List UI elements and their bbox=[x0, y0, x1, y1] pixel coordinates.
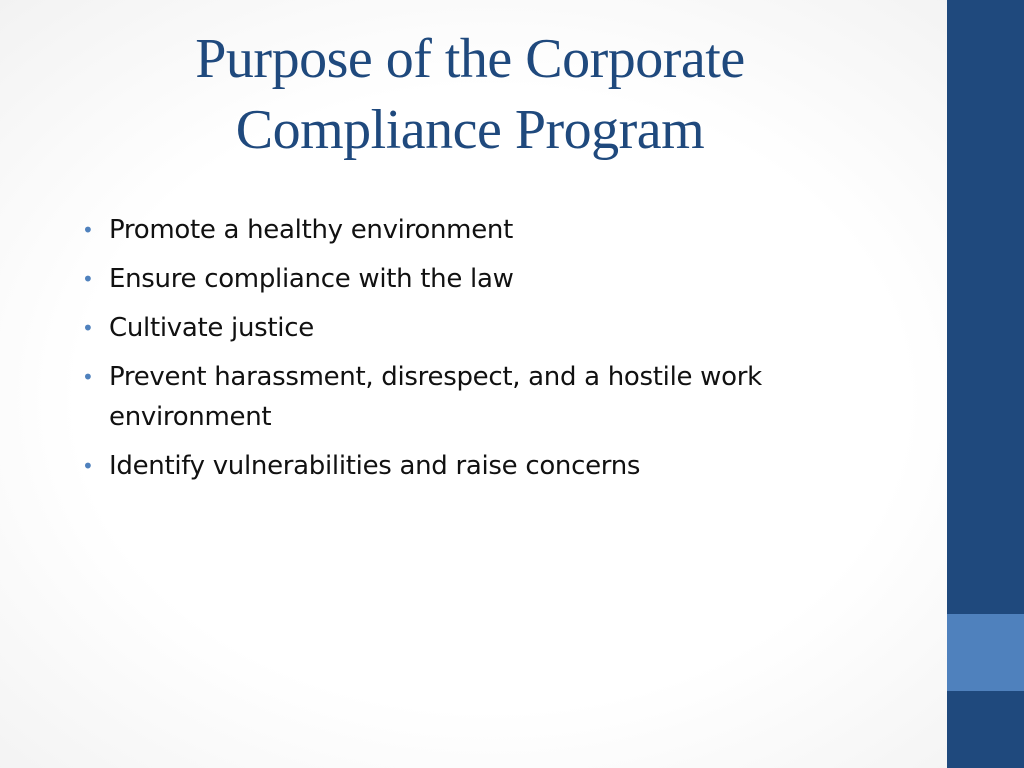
bullet-icon: • bbox=[82, 218, 94, 242]
slide-title-line-2: Compliance Program bbox=[235, 99, 705, 161]
bullet-text: Cultivate justice bbox=[109, 313, 314, 343]
bullet-text: Identify vulnerabilities and raise concerns bbox=[109, 451, 641, 481]
bullet-icon: • bbox=[82, 316, 94, 340]
slide-title-line-1: Purpose of the Corporate bbox=[195, 28, 745, 90]
bullet-list bbox=[82, 210, 842, 495]
bullet-icon: • bbox=[82, 454, 94, 478]
bullet-item bbox=[82, 210, 842, 250]
bullet-text: Prevent harassment, disrespect, and a hostile work environment bbox=[109, 362, 762, 432]
slide-title bbox=[120, 24, 820, 166]
bullet-icon: • bbox=[82, 267, 94, 291]
bullet-text: Ensure compliance with the law bbox=[109, 264, 514, 294]
bullet-icon: • bbox=[82, 365, 94, 389]
bullet-item bbox=[82, 259, 842, 299]
bullet-text: Promote a healthy environment bbox=[109, 215, 513, 245]
bullet-item bbox=[82, 308, 842, 348]
side-decor-accent bbox=[947, 614, 1024, 691]
bullet-item bbox=[82, 446, 842, 486]
bullet-item bbox=[82, 357, 842, 437]
